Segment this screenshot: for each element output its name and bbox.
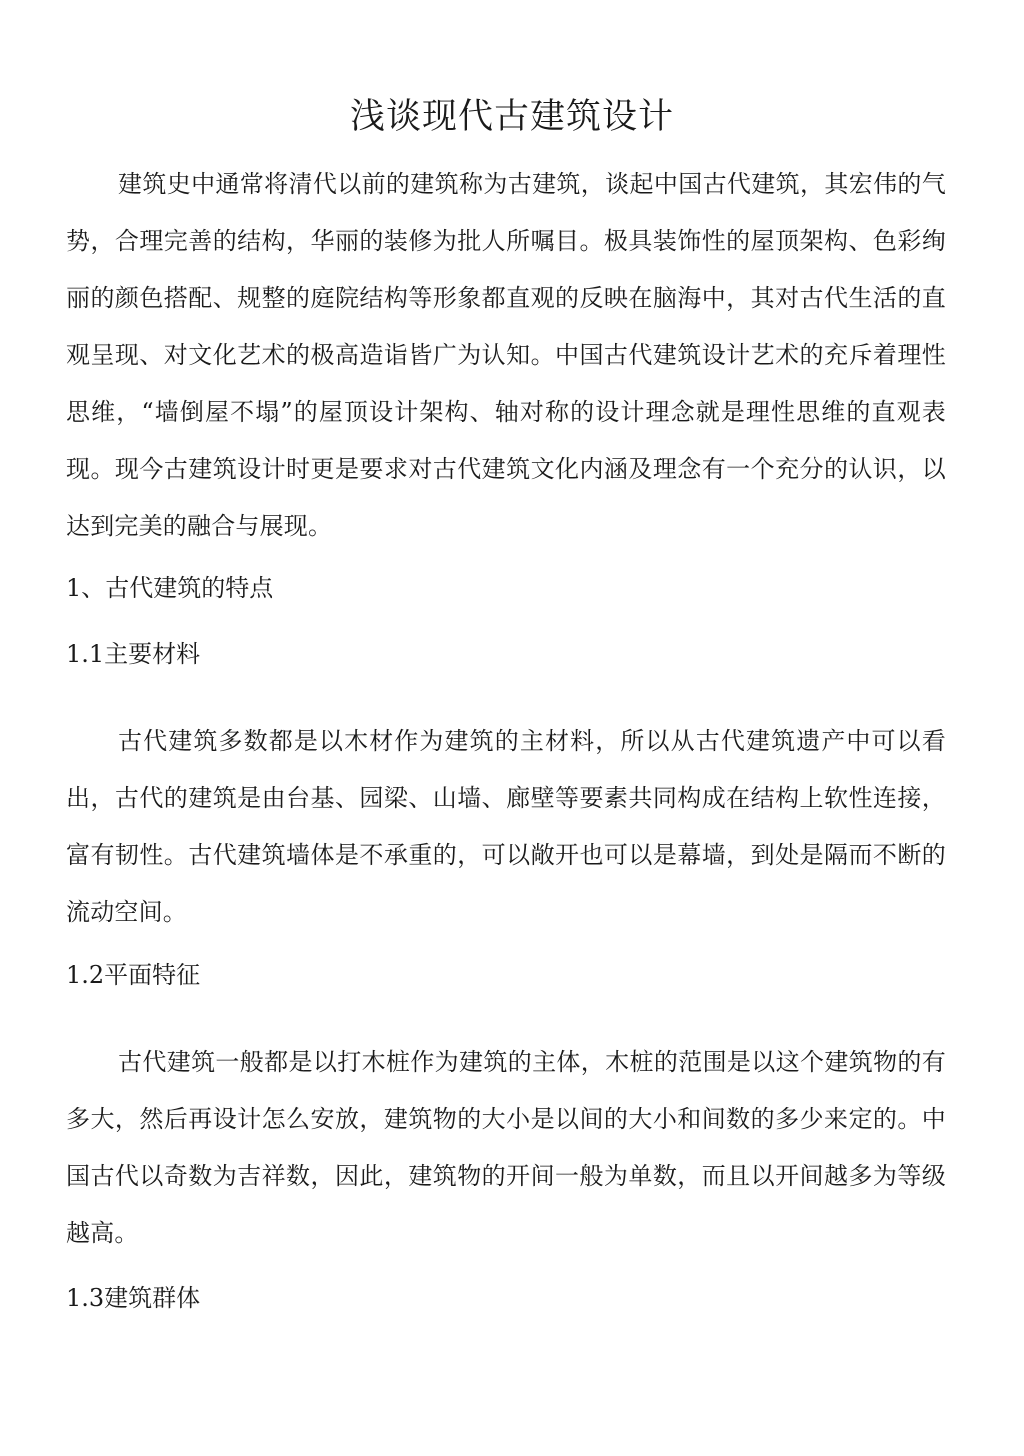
subsection-heading-1-2: 1.2平面特征: [66, 961, 201, 989]
intro-paragraph: 建筑史中通常将清代以前的建筑称为古建筑，谈起中国古代建筑，其宏伟的气势，合理完善的结构，华丽的装修为批人所嘱目。极具装饰性的屋顶架构、色彩绚丽的颜色搭配、规整的庭院结构等形象都直观的反映在脑海中，其对古代生活的直观呈现、对文化艺术的极高造诣皆广为认知。中国古代建筑设计艺术的充斥着理性思维，“墙倒屋不塌”的屋顶设计架构、轴对称的设计理念就是理性思维的直观表现。现今古建筑设计时更是要求对古代建筑文化内涵及理念有一个充分的认识，以达到完美的融合与展现。: [66, 170, 946, 540]
subsection-paragraph-1-2: 古代建筑一般都是以打木桩作为建筑的主体，木桩的范围是以这个建筑物的有多大，然后再设计怎么安放，建筑物的大小是以间的大小和间数的多少来定的。中国古代以奇数为吉祥数，因此，建筑物的开间一般为单数，而且以开间越多为等级越高。: [66, 1048, 946, 1247]
subsection-heading-1-1: 1.1主要材料: [66, 640, 201, 668]
document-title: 浅谈现代古建筑设计: [349, 97, 674, 137]
subsection-paragraph-1-1: 古代建筑多数都是以木材作为建筑的主材料，所以从古代建筑遗产中可以看出，古代的建筑是由台基、园梁、山墙、廊壁等要素共同构成在结构上软性连接，富有韧性。古代建筑墙体是不承重的，可以敞开也可以是幕墙，到处是隔而不断的流动空间。: [66, 727, 946, 926]
subsection-heading-1-3: 1.3建筑群体: [66, 1284, 201, 1312]
section-heading-1: 1、古代建筑的特点: [66, 574, 274, 602]
